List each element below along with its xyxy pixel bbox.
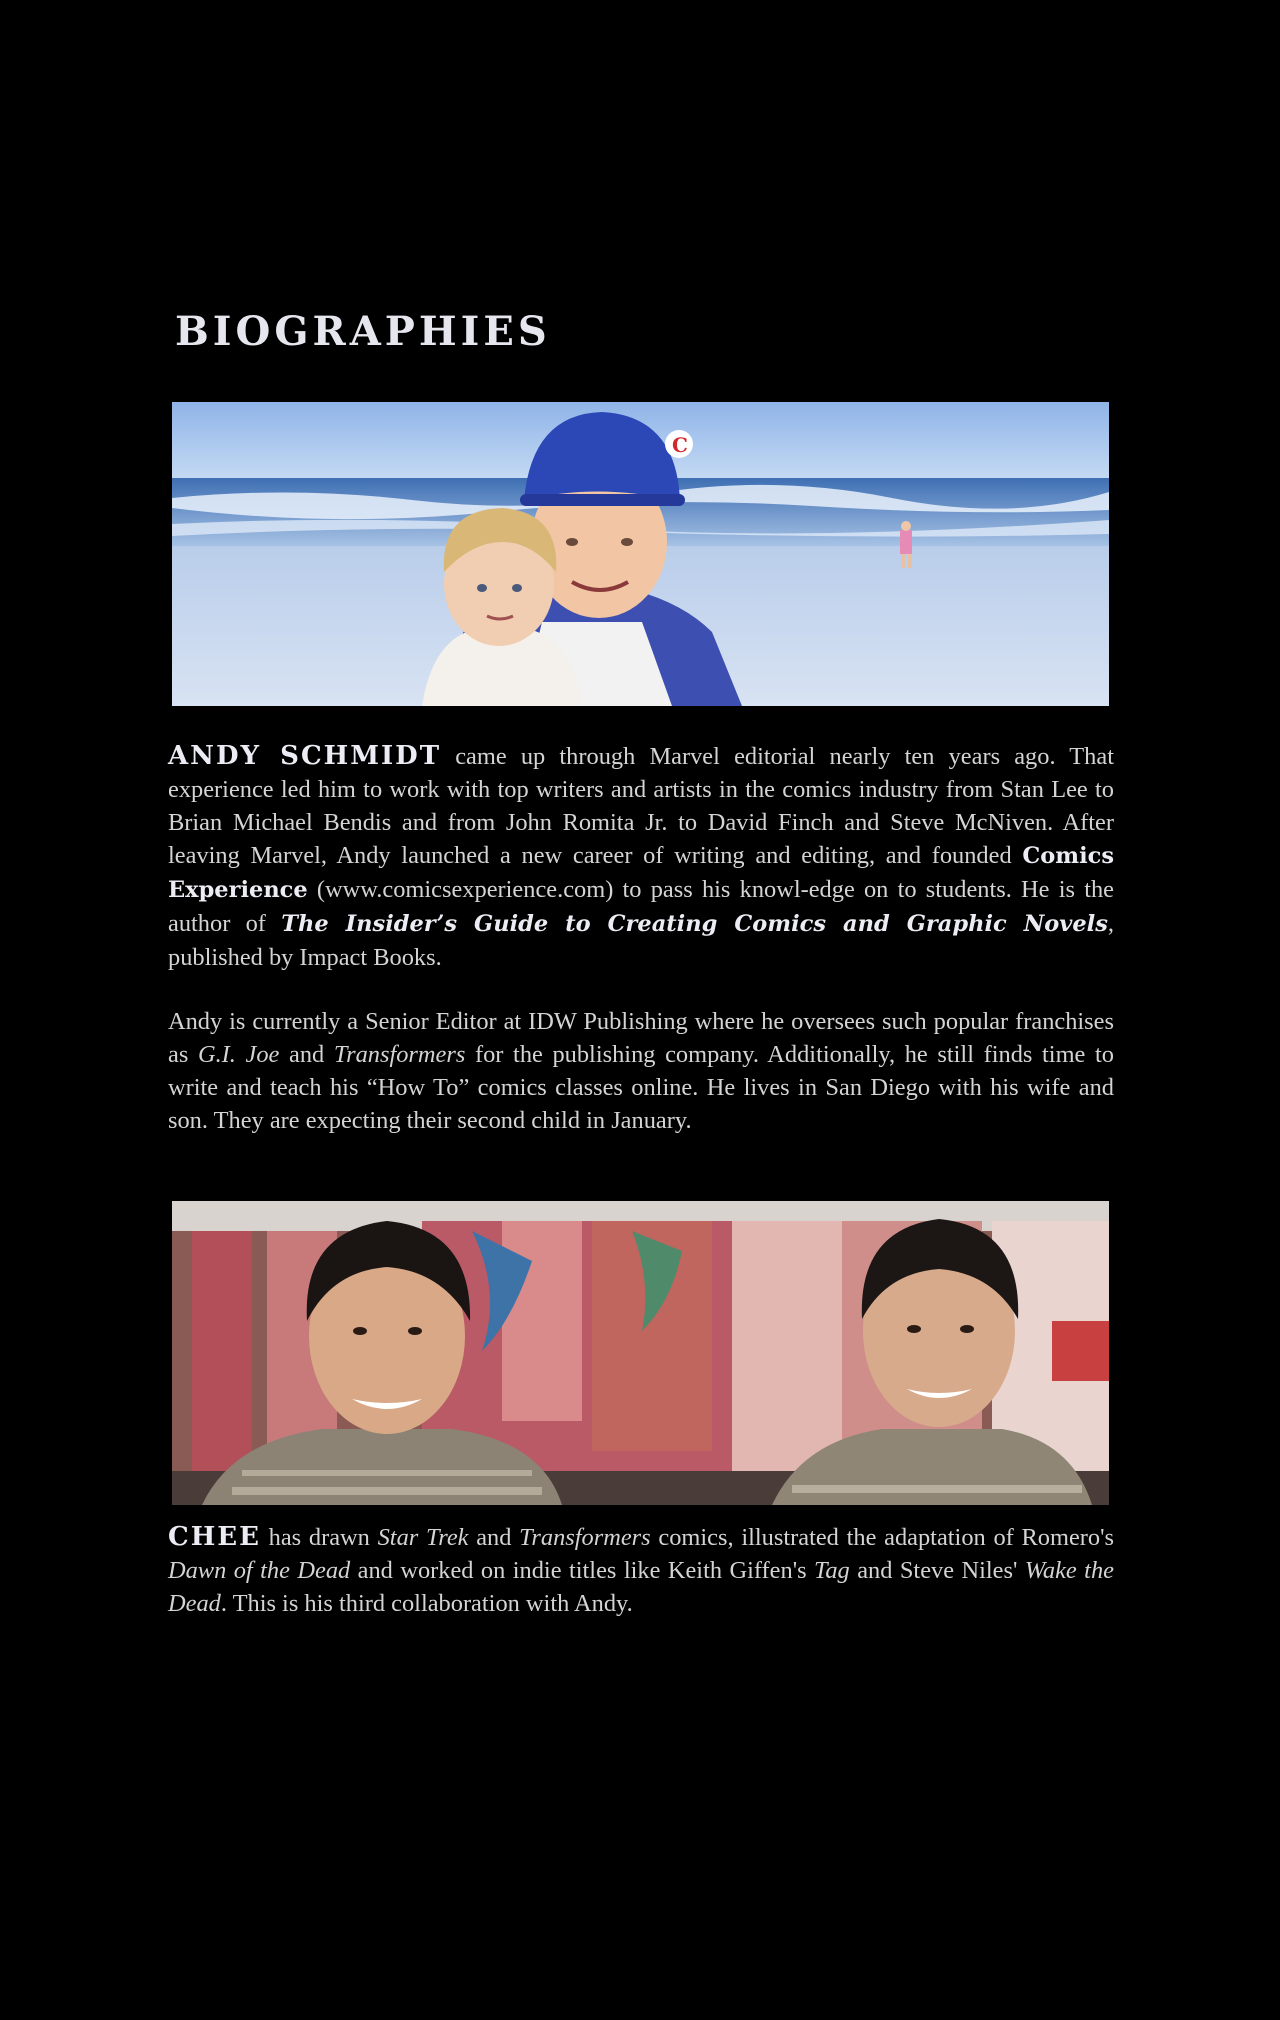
tag-title: Tag <box>814 1557 850 1584</box>
andy-schmidt-photo <box>172 402 1109 706</box>
transformers-title: Transformers <box>333 1041 466 1068</box>
andy-bio-text-a: came up through Marvel editorial nearly ten years ago. That experience led him to work with top writers and artists in the comics industry from Stan Lee to Brian Michael Bendis and from John Romita Jr. to David Finch and Steve McNiven. After leaving Marvel, Andy launched a new career of writing and editing, and founded <box>168 743 1114 869</box>
comics-experience-name: Comics Experience <box>168 843 1114 903</box>
andy-bio-text-b: (www.comicsexperience.com) to pass his knowl-edge on to students. He is the author of <box>168 876 1114 937</box>
chee-bio-text-6: . This is his third collaboration with Andy. <box>220 1590 633 1617</box>
chee-bio-text-2: and <box>468 1524 520 1551</box>
svg-text:C: C <box>672 433 688 457</box>
gi-joe-title: G.I. Joe <box>197 1041 280 1068</box>
andy-bio-paragraph-2 <box>168 1005 1114 1137</box>
star-trek-title: Star Trek <box>377 1524 469 1551</box>
andy-bio-text-e: for the publishing company. Additionally, he still finds time to write and teach his “How To” comics classes online. He lives in San Diego with his wife and son. They are expecting their second child in January. <box>168 1041 1114 1134</box>
dawn-of-the-dead-title: Dawn of the Dead <box>168 1557 351 1584</box>
chee-photo <box>172 1201 1109 1505</box>
andy-bio-paragraph-1 <box>168 740 1114 974</box>
page-heading: BIOGRAPHIES <box>175 308 551 355</box>
andy-name: ANDY SCHMIDT <box>168 741 442 771</box>
chee-bio-text-3: comics, illustrated the adaptation of Romero's <box>650 1524 1114 1551</box>
chee-bio-text-4: and worked on indie titles like Keith Giffen's <box>350 1557 815 1584</box>
chee-name: CHEE <box>168 1522 261 1552</box>
andy-bio-text-c: , published by Impact Books. <box>168 910 1115 971</box>
chee-bio-text-1: has drawn <box>260 1524 378 1551</box>
wake-the-dead-title: Wake the Dead <box>168 1557 1114 1617</box>
andy-bio-and: and <box>279 1041 334 1068</box>
chee-bio-paragraph <box>168 1521 1114 1620</box>
book-title: The Insider’s Guide to Creating Comics and Graphic Novels <box>281 911 1108 937</box>
chee-transformers-title: Transformers <box>519 1524 651 1551</box>
chee-bio-text-5: and Steve Niles' <box>849 1557 1025 1584</box>
andy-bio-text-d: Andy is currently a Senior Editor at IDW Publishing where he oversees such popular franchises as <box>168 1008 1114 1068</box>
